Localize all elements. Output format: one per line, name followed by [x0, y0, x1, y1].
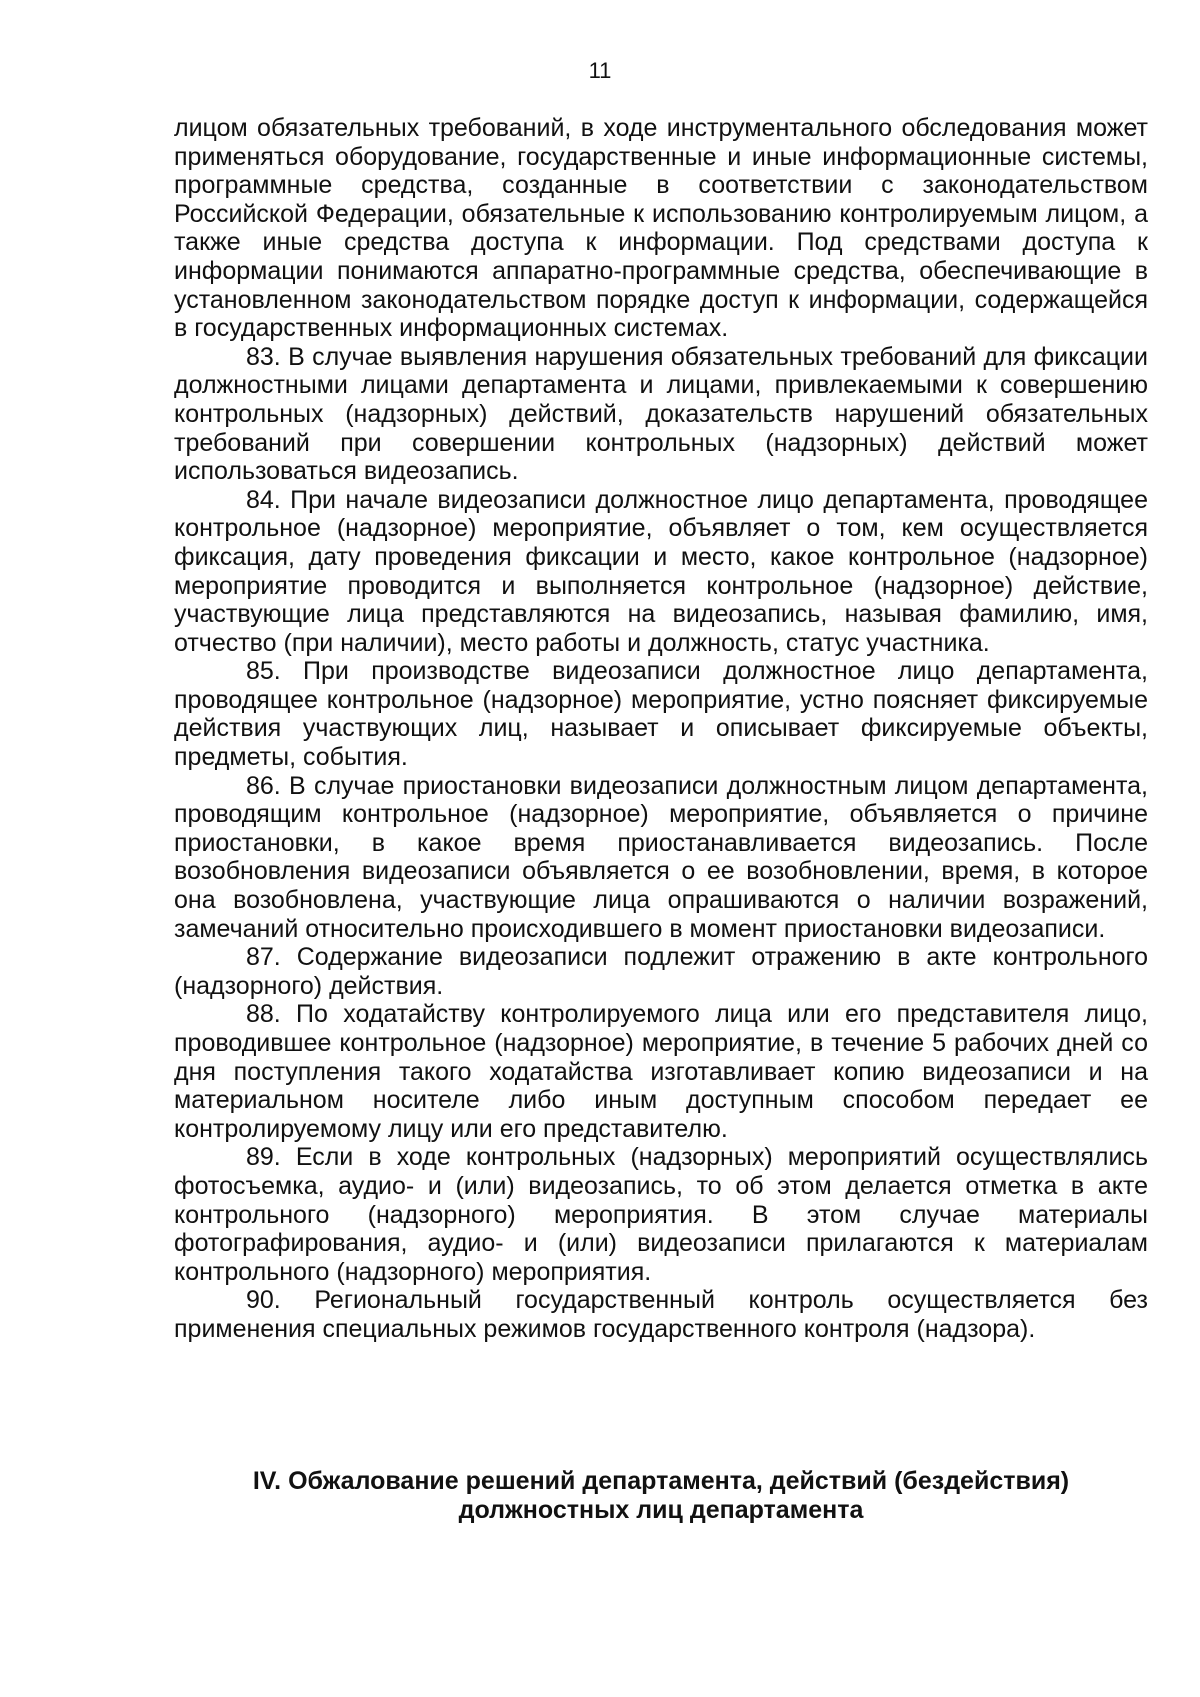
paragraph-89: 89. Если в ходе контрольных (надзорных) мероприятий осуществлялись фотосъемка, аудио- и (или) видеозапись, то об этом делается отметка в акте контрольного (надзорного) мероприятия. В этом случае материалы фотографирования, аудио- и (или) видеозаписи прилагаются к материалам контрольного (надзорного) мероприятия.: [174, 1143, 1148, 1286]
paragraph-85: 85. При производстве видеозаписи должностное лицо департамента, проводящее контрольное (надзорное) мероприятие, устно поясняет фиксируемые действия участвующих лиц, называет и описывает фиксируемые объекты, предметы, события.: [174, 657, 1148, 772]
paragraph-90: 90. Региональный государственный контроль осуществляется без применения специальных режимов государственного контроля (надзора).: [174, 1286, 1148, 1343]
paragraph-83: 83. В случае выявления нарушения обязательных требований для фиксации должностными лицами департамента и лицами, привлекаемыми к совершению контрольных (надзорных) действий, доказательств нарушений обязательных требований при совершении контрольных (надзорных) действий может использоваться видеозапись.: [174, 342, 1148, 486]
paragraph-88: 88. По ходатайству контролируемого лица или его представителя лицо, проводившее контрольное (надзорное) мероприятие, в течение 5 рабочих дней со дня поступления такого ходатайства изготавливает копию видеозаписи и на материальном носителе либо иным доступным способом передает ее контролируемому лицу или его представителю.: [174, 1000, 1148, 1143]
section-heading-line-1: IV. Обжалование решений департамента, действий (бездействия): [252, 1467, 1070, 1495]
document-body: [174, 114, 1148, 1344]
paragraph-87: 87. Содержание видеозаписи подлежит отражению в акте контрольного (надзорного) действия.: [174, 943, 1148, 1000]
page-number: 11: [588, 58, 612, 83]
paragraph-continuation: лицом обязательных требований, в ходе инструментального обследования может применяться оборудование, государственные и иные информационные системы, программные средства, созданные в соответствии с законодательством Российской Федерации, обязательные к использованию контролируемым лицом, а также иные средства доступа к информации. Под средствами доступа к информации понимаются аппаратно-программные средства, обеспечивающие в установленном законодательством порядке доступ к информации, содержащейся в государственных информационных системах.: [174, 114, 1148, 343]
paragraph-84: 84. При начале видеозаписи должностное лицо департамента, проводящее контрольное (надзорное) мероприятие, объявляет о том, кем осуществляется фиксация, дату проведения фиксации и место, какое контрольное (надзорное) мероприятие проводится и выполняется контрольное (надзорное) действие, участвующие лица представляются на видеозапись, называя фамилию, имя, отчество (при наличии), место работы и должность, статус участника.: [174, 485, 1148, 657]
section-heading: [174, 1467, 1148, 1525]
section-heading-line-2: должностных лиц департамента: [458, 1496, 864, 1524]
paragraph-86: 86. В случае приостановки видеозаписи должностным лицом департамента, проводящим контрольное (надзорное) мероприятие, объявляется о причине приостановки, в какое время приостанавливается видеозапись. После возобновления видеозаписи объявляется о ее возобновлении, время, в которое она возобновлена, участвующие лица опрашиваются о наличии возражений, замечаний относительно происходившего в момент приостановки видеозаписи.: [174, 771, 1148, 943]
